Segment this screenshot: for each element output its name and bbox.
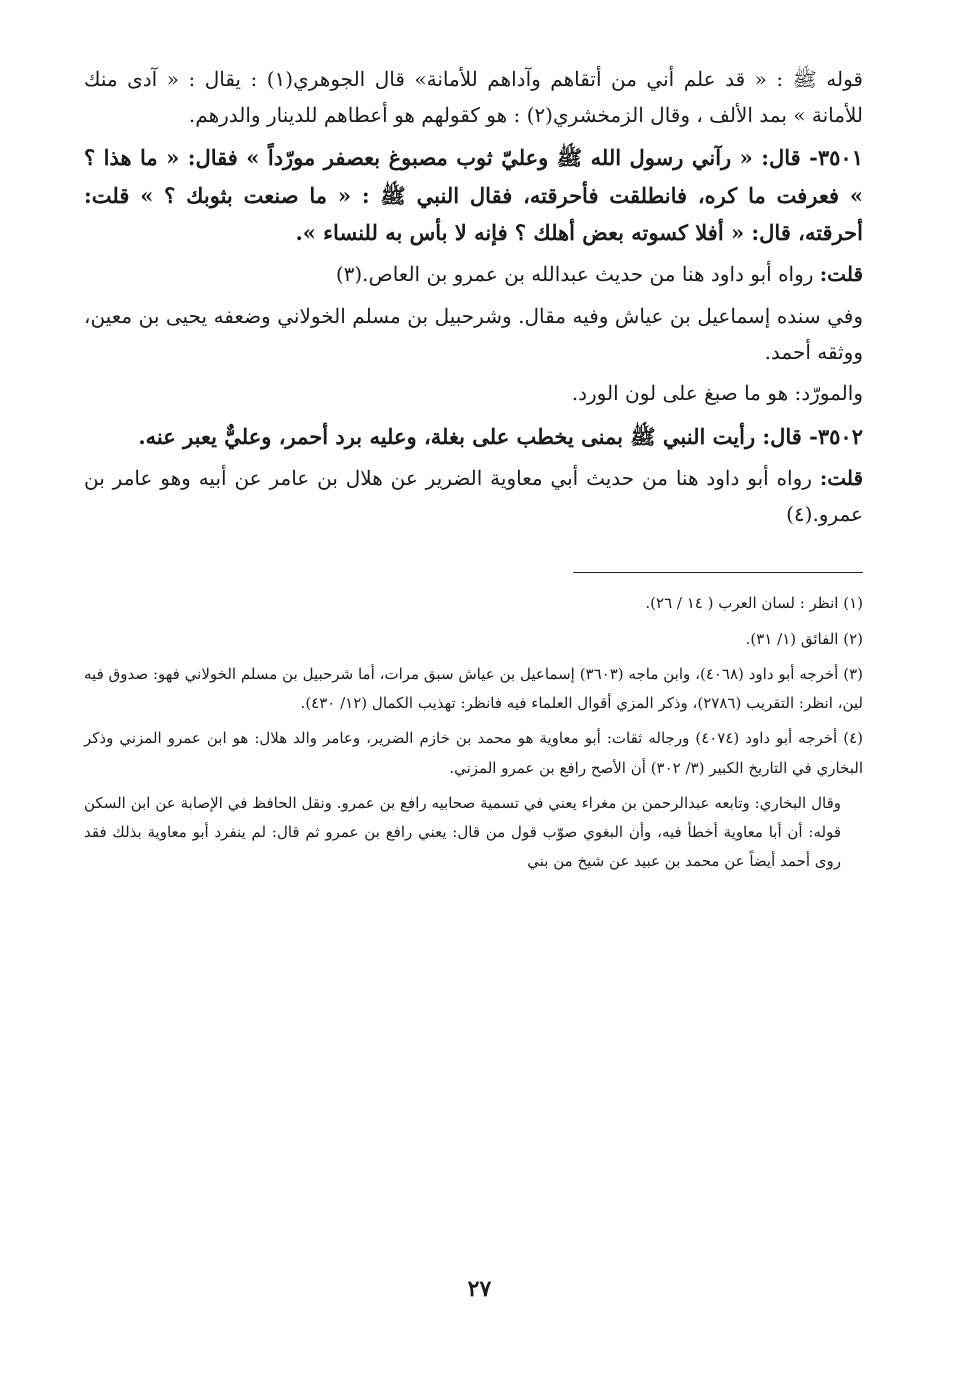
hadith-3501: ٣٥٠١- قال: « رآني رسول الله ﷺ وعليّ ثوب مصبوغ بعصفر مورّداً » فقال: « ما هذا ؟ » فعرفت ما كره، فانطلقت فأحرقته، فقال النبي ﷺ : « ما صنعت بثوبك ؟ » قلت: أحرقته، قال: « أفلا كسوته بعض أهلك ؟ فإنه لا بأس به للنساء ». [84,145,863,245]
commentary-3502 [84,461,863,532]
commentary-3501 [84,257,863,293]
qultu-label: قلت: [819,466,864,491]
footnotes [84,589,863,876]
footnote-divider [573,572,863,573]
footnote-4: (٤) أخرجه أبو داود (٤٠٧٤) ورجاله ثقات: أبو معاوية هو محمد بن خازم الضرير، وعامر والد هلال: هو ابن عمرو المزني وذكر البخاري في التاريخ الكبير (٣/ ٣٠٢) أن الأصح رافع بن عمرو المزني. [84,729,864,777]
footnote-4-continuation: وقال البخاري: وتابعه عبدالرحمن بن مغراء يعني في تسمية صحابيه رافع بن عمرو. ونقل الحافظ في الإصابة عن ابن السكن قوله: أن أبا معاوية أخطأ فيه، وأن البغوي صوّب قول من قال: يعني رافع بن عمرو ثم قال: لم ينفرد أبو معاوية بذلك فقد روى أحمد أيضاً عن محمد بن عبيد عن شيخ من بني [84,793,841,871]
commentary-text: رواه أبو داود هنا من حديث أبي معاوية الضرير عن هلال بن عامر عن أبيه وهو عامر بن عمرو.(٤) [84,466,863,526]
qultu-label: قلت: [819,262,863,287]
paragraph-explanation: قوله ﷺ : « قد علم أني من أتقاهم وآداهم للأمانة» قال الجوهري(١) : يقال : « آدى منك للأمانة » بمد الألف ، وقال الزمخشري(٢) : هو كقولهم هو أعطاهم للدينار والدرهم. [84,67,863,127]
commentary-text: رواه أبو داود هنا من حديث عبدالله بن عمرو بن العاص.(٣) [335,262,814,287]
paragraph-isnad: وفي سنده إسماعيل بن عياش وفيه مقال. وشرحبيل بن مسلم الخولاني وضعفه يحيى بن معين، ووثقه أحمد. [84,303,863,364]
hadith-3502: ٣٥٠٢- قال: رأيت النبي ﷺ بمنى يخطب على بغلة، وعليه برد أحمر، وعليٌّ يعبر عنه. [138,423,863,449]
footnote-3: (٣) أخرجه أبو داود (٤٠٦٨)، وابن ماجه (٣٦٠٣) إسماعيل بن عياش سبق مرات، أما شرحبيل بن مسلم الخولاني فهو: صدوق فيه لين، انظر: التقريب (٢٧٨٦)، وذكر المزي أقوال العلماء فيه فانظر: تهذيب الكمال (١٢/ ٤٣٠). [84,664,863,712]
paragraph-muwarrad: والمورّد: هو ما صبغ على لون الورد. [571,381,863,406]
footnote-1: (١) انظر : لسان العرب ( ١٤ / ٢٦). [645,594,863,613]
footnote-2: (٢) الفائق (١/ ٣١). [745,629,863,648]
page-number: ٢٧ [467,1276,492,1302]
main-text [84,62,863,532]
